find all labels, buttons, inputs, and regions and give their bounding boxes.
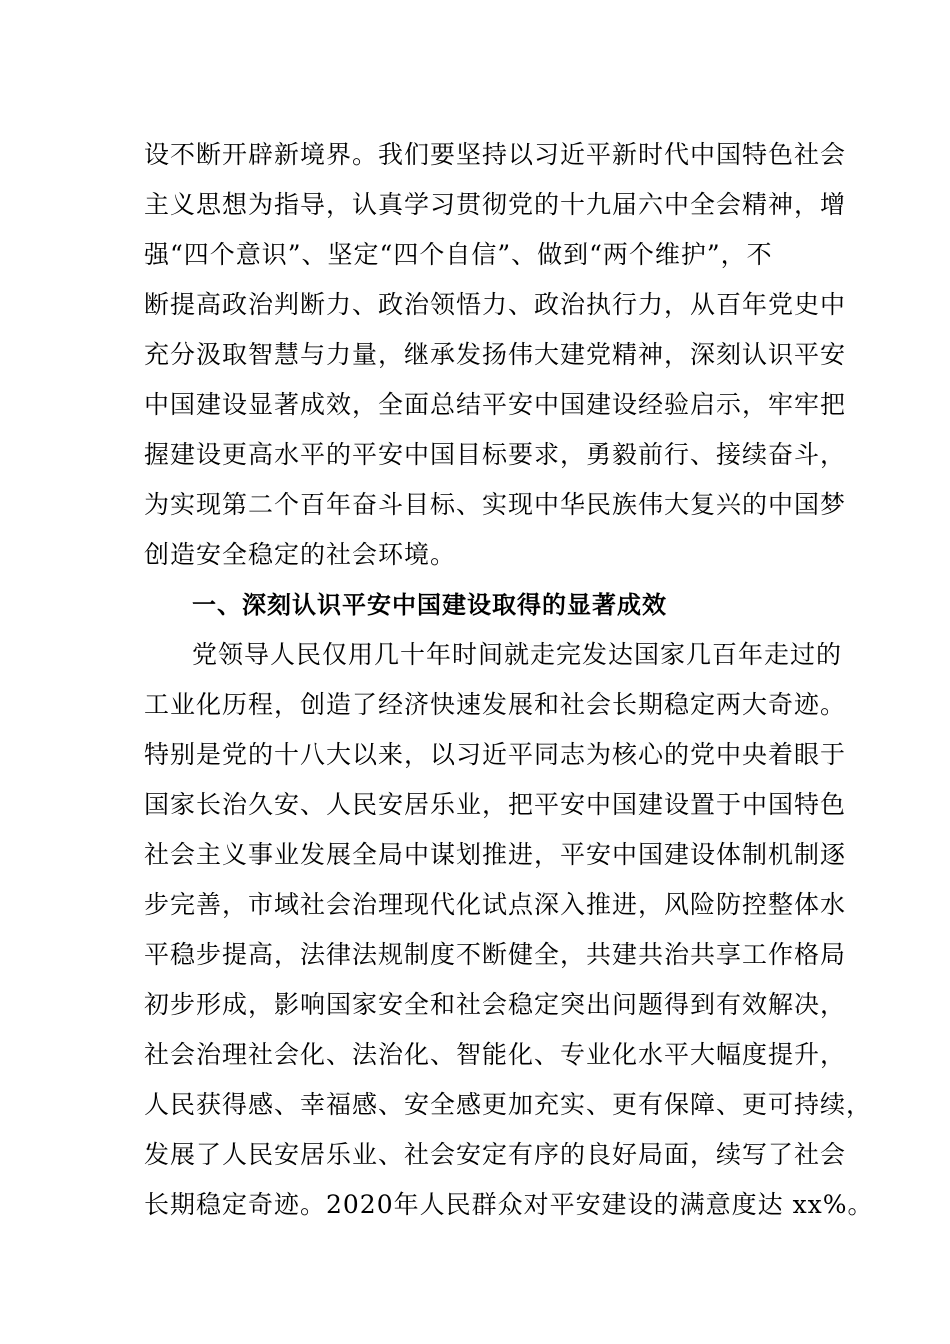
paragraph-line: 断提高政治判断力、政治领悟力、政治执行力，从百年党史中 (144, 290, 847, 319)
section-heading: 一、深刻认识平安中国建设取得的显著成效 (192, 591, 667, 619)
paragraph-line: 强“四个意识”、坚定“四个自信”、做到“两个维护”，不 (144, 240, 773, 269)
paragraph-line: 特别是党的十八大以来，以习近平同志为核心的党中央着眼于 (144, 740, 847, 769)
paragraph-line: 社会主义事业发展全局中谋划推进，平安中国建设体制机制逐 (144, 840, 847, 869)
paragraph-line: 创造安全稳定的社会环境。 (144, 540, 457, 569)
paragraph-line: 工业化历程，创造了经济快速发展和社会长期稳定两大奇迹。 (144, 690, 847, 719)
paragraph-line: 握建设更高水平的平安中国目标要求，勇毅前行、接续奋斗， (144, 440, 847, 469)
paragraph-line: 充分汲取智慧与力量，继承发扬伟大建党精神，深刻认识平安 (144, 340, 847, 369)
paragraph-line: 主义思想为指导，认真学习贯彻党的十九届六中全会精神，增 (144, 190, 847, 219)
paragraph-line: 平稳步提高，法律法规制度不断健全，共建共治共享工作格局 (144, 940, 847, 969)
paragraph-line: 初步形成，影响国家安全和社会稳定突出问题得到有效解决， (144, 990, 847, 1019)
paragraph-line: 发展了人民安居乐业、社会安定有序的良好局面，续写了社会 (144, 1140, 847, 1169)
paragraph-line: 中国建设显著成效，全面总结平安中国建设经验启示，牢牢把 (144, 390, 847, 419)
paragraph-line: 设不断开辟新境界。我们要坚持以习近平新时代中国特色社会 (144, 140, 847, 169)
paragraph-achievements (144, 630, 874, 1230)
paragraph-intro (144, 130, 847, 580)
paragraph-line: 人民获得感、幸福感、安全感更加充实、更有保障、更可持续， (144, 1090, 873, 1119)
paragraph-line: 社会治理社会化、法治化、智能化、专业化水平大幅度提升， (144, 1040, 847, 1069)
paragraph-line: 步完善，市域社会治理现代化试点深入推进，风险防控整体水 (144, 890, 847, 919)
document-body (144, 130, 874, 1230)
paragraph-line: 长期稳定奇迹。2020年人民群众对平安建设的满意度达 xx%。 (144, 1190, 874, 1219)
paragraph-line: 国家长治久安、人民安居乐业，把平安中国建设置于中国特色 (144, 790, 847, 819)
paragraph-line: 为实现第二个百年奋斗目标、实现中华民族伟大复兴的中国梦 (144, 490, 847, 519)
paragraph-line: 党领导人民仅用几十年时间就走完发达国家几百年走过的 (192, 640, 843, 669)
